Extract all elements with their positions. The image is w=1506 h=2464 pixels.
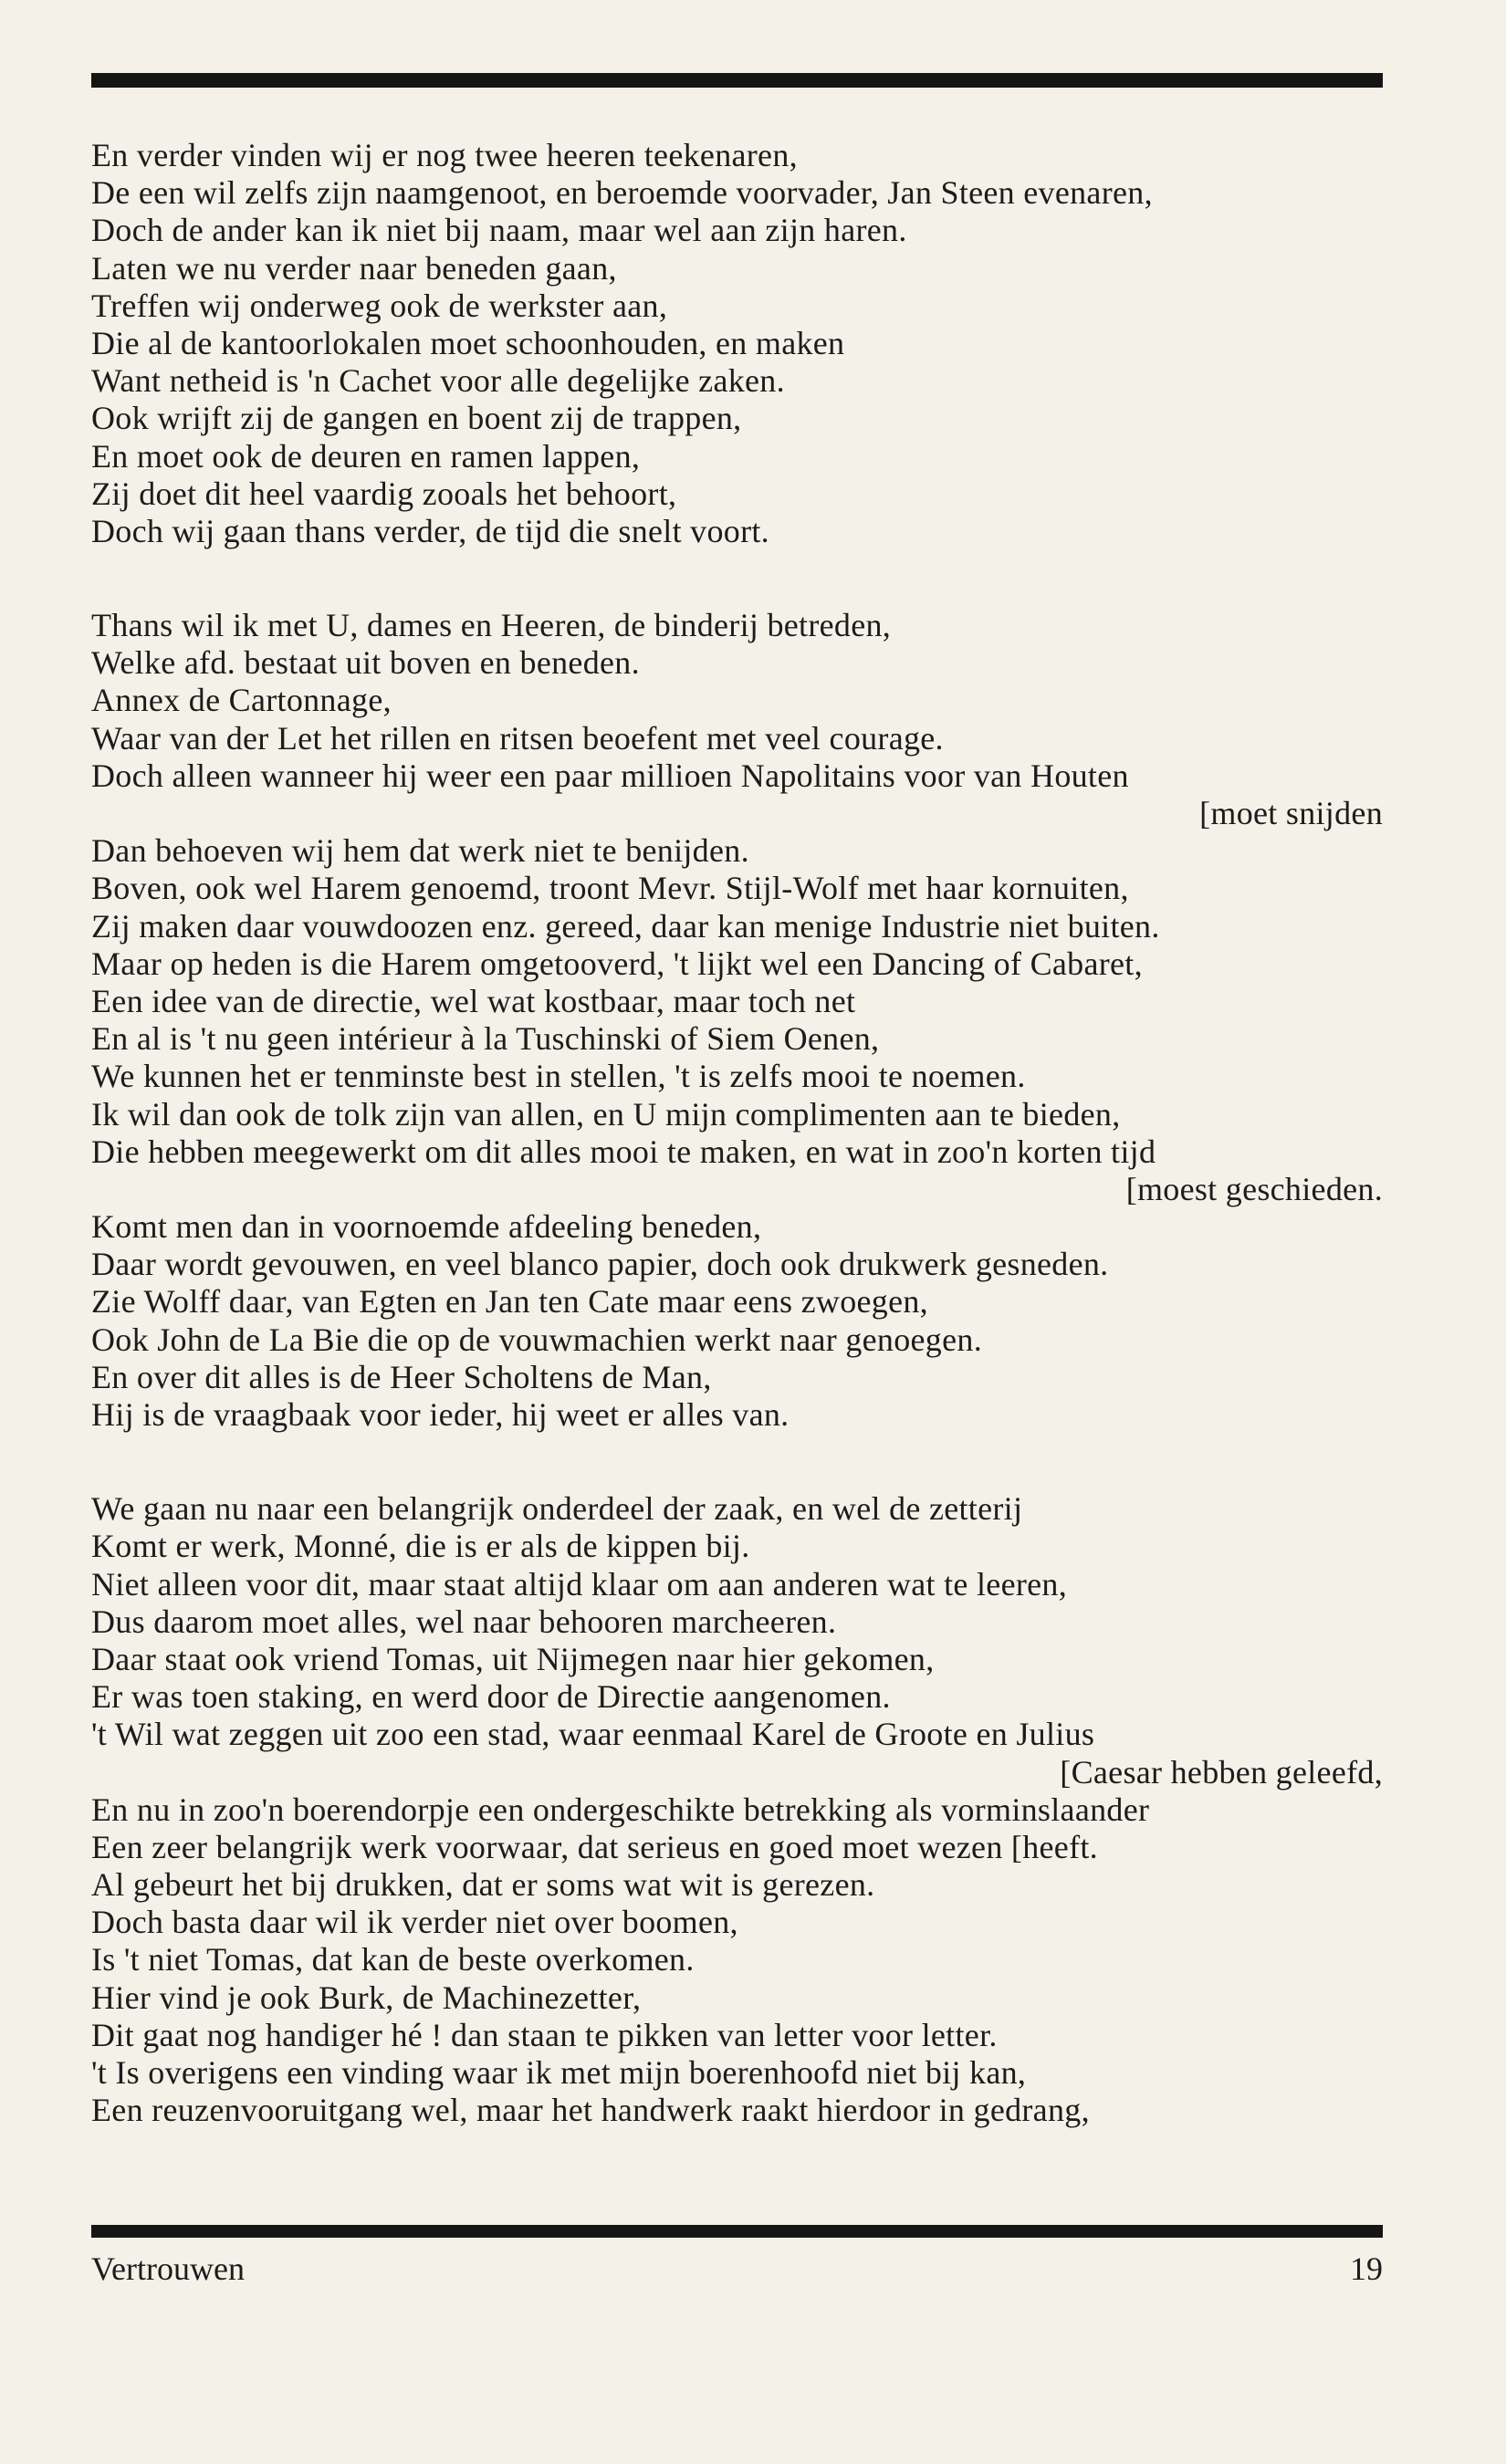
poem-body — [91, 137, 1383, 2129]
poem-line: Een idee van de directie, wel wat kostbaar, maar toch net — [91, 982, 856, 1019]
poem-line: Waar van der Let het rillen en ritsen beoefent met veel courage. — [91, 719, 944, 757]
poem-line: Doch basta daar wil ik verder niet over boomen, — [91, 1904, 738, 1941]
poem-line: Treffen wij onderweg ook de werkster aan, — [91, 287, 668, 324]
poem-line: Een zeer belangrijk werk voorwaar, dat serieus en goed moet wezen [heeft. — [91, 1828, 1098, 1865]
poem-line: Welke afd. bestaat uit boven en beneden. — [91, 644, 640, 682]
poem-line: Doch alleen wanneer hij weer een paar millioen Napolitains voor van Houten — [91, 757, 1129, 794]
poem-line: Daar wordt gevouwen, en veel blanco papier, doch ook drukwerk gesneden. — [91, 1246, 1109, 1283]
poem-line: Daar staat ook vriend Tomas, uit Nijmegen naar hier gekomen, — [91, 1640, 935, 1677]
top-rule — [91, 73, 1383, 88]
poem-line: Maar op heden is die Harem omgetooverd, 't lijkt wel een Dancing of Cabaret, — [91, 945, 1143, 982]
bottom-rule — [91, 2225, 1383, 2238]
poem-line: De een wil zelfs zijn naamgenoot, en beroemde voorvader, Jan Steen evenaren, — [91, 174, 1153, 212]
poem-line: Al gebeurt het bij drukken, dat er soms wat wit is gerezen. — [91, 1866, 875, 1904]
poem-line: Laten we nu verder naar beneden gaan, — [91, 249, 617, 287]
poem-line-continuation: [moet snijden — [1199, 795, 1383, 831]
poem-line: Dan behoeven wij hem dat werk niet te benijden. — [91, 832, 749, 870]
poem-line: Zij doet dit heel vaardig zooals het behoort, — [91, 475, 677, 512]
poem-line: Niet alleen voor dit, maar staat altijd klaar om aan anderen wat te leeren, — [91, 1565, 1068, 1603]
poem-line: Thans wil ik met U, dames en Heeren, de binderij betreden, — [91, 607, 892, 644]
page-number: 19 — [1350, 2250, 1383, 2287]
poem-line: 't Wil wat zeggen uit zoo een stad, waar eenmaal Karel de Groote en Julius — [91, 1716, 1095, 1753]
poem-line: Ook wrijft zij de gangen en boent zij de trappen, — [91, 400, 742, 437]
poem-line: Ook John de La Bie die op de vouwmachien werkt naar genoegen. — [91, 1321, 982, 1358]
poem-line: 't Is overigens een vinding waar ik met mijn boerenhoofd niet bij kan, — [91, 2054, 1027, 2091]
poem-line: Komt er werk, Monné, die is er als de kippen bij. — [91, 1528, 750, 1565]
footer-title: Vertrouwen — [91, 2250, 245, 2287]
stanza-gap — [91, 1434, 1383, 1490]
poem-line: Dus daarom moet alles, wel naar behooren marcheeren. — [91, 1603, 837, 1640]
poem-line: Die hebben meegewerkt om dit alles mooi te maken, en wat in zoo'n korten tijd — [91, 1133, 1156, 1170]
poem-line: Een reuzenvooruitgang wel, maar het handwerk raakt hierdoor in gedrang, — [91, 2092, 1090, 2129]
poem-line: En verder vinden wij er nog twee heeren teekenaren, — [91, 137, 798, 173]
poem-line-continuation: [moest geschieden. — [1125, 1170, 1383, 1207]
poem-line: Komt men dan in voornoemde afdeeling beneden, — [91, 1208, 762, 1246]
poem-line: Zij maken daar vouwdoozen enz. gereed, daar kan menige Industrie niet buiten. — [91, 907, 1160, 945]
poem-line: Boven, ook wel Harem genoemd, troont Mevr. Stijl-Wolf met haar kornuiten, — [91, 870, 1129, 907]
poem-line: Hij is de vraagbaak voor ieder, hij weet er alles van. — [91, 1396, 790, 1433]
poem-line: We kunnen het er tenminste best in stellen, 't is zelfs mooi te noemen. — [91, 1058, 1026, 1095]
poem-line: We gaan nu naar een belangrijk onderdeel der zaak, en wel de zetterij — [91, 1490, 1023, 1528]
poem-line: Want netheid is 'n Cachet voor alle degelijke zaken. — [91, 362, 785, 400]
poem-line: Is 't niet Tomas, dat kan de beste overkomen. — [91, 1941, 695, 1979]
poem-line: En moet ook de deuren en ramen lappen, — [91, 437, 641, 475]
poem-line: Ik wil dan ook de tolk zijn van allen, en U mijn complimenten aan te bieden, — [91, 1095, 1121, 1133]
poem-line: Er was toen staking, en werd door de Directie aangenomen. — [91, 1678, 891, 1716]
poem-line: En nu in zoo'n boerendorpje een ondergeschikte betrekking als vorminslaander — [91, 1791, 1150, 1828]
poem-line: En over dit alles is de Heer Scholtens de Man, — [91, 1358, 712, 1395]
poem-line: En al is 't nu geen intérieur à la Tuschinski of Siem Oenen, — [91, 1020, 880, 1058]
poem-line: Doch wij gaan thans verder, de tijd die snelt voort. — [91, 512, 769, 549]
poem-line: Hier vind je ook Burk, de Machinezetter, — [91, 1979, 642, 2016]
poem-line: Dit gaat nog handiger hé ! dan staan te pikken van letter voor letter. — [91, 2016, 998, 2053]
poem-line: Zie Wolff daar, van Egten en Jan ten Cate maar eens zwoegen, — [91, 1283, 928, 1321]
poem-line-continuation: [Caesar hebben geleefd, — [1060, 1753, 1383, 1791]
stanza-gap — [91, 550, 1383, 607]
poem-line: Doch de ander kan ik niet bij naam, maar wel aan zijn haren. — [91, 212, 907, 249]
poem-line: Annex de Cartonnage, — [91, 682, 392, 719]
poem-line: Die al de kantoorlokalen moet schoonhouden, en maken — [91, 324, 845, 361]
page-footer — [91, 2250, 1383, 2288]
